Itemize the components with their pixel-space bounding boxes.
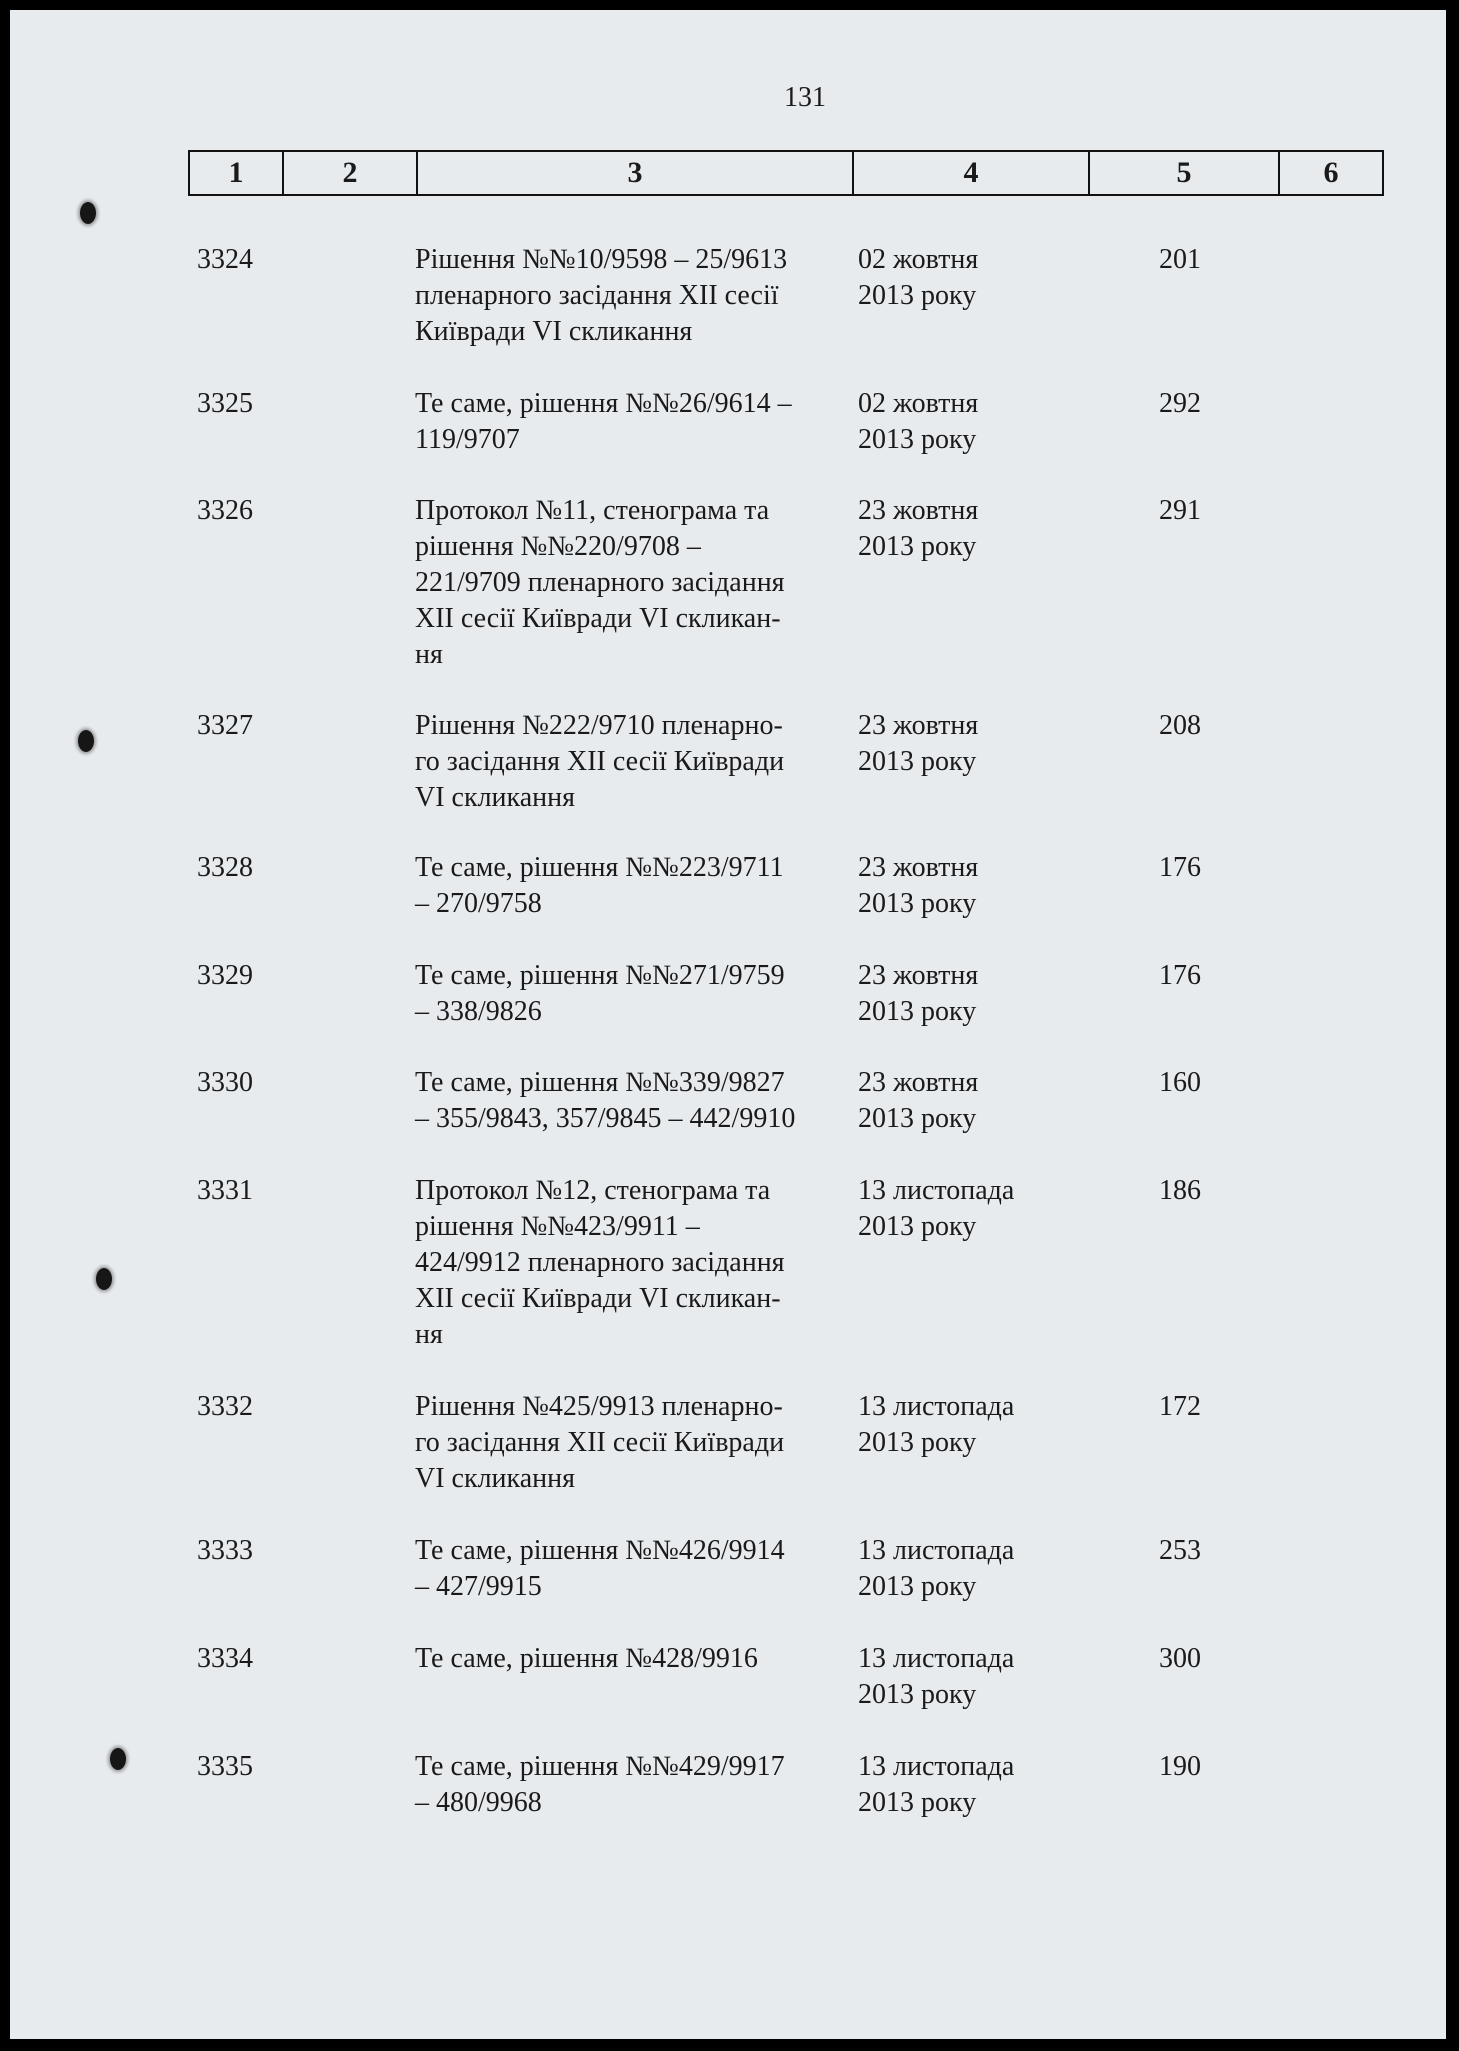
item-description [415, 1533, 845, 1605]
description-line: Рішення №№10/9598 – 25/9613 [415, 244, 788, 275]
date-line: 2013 року [858, 280, 977, 311]
item-number: 3331 [197, 1175, 253, 1206]
item-number: 3332 [197, 1391, 253, 1422]
item-description [415, 1641, 845, 1677]
header-cell-1: 1 [228, 156, 244, 189]
item-description [415, 242, 845, 350]
item-date [858, 493, 1078, 565]
item-number: 3335 [197, 1751, 253, 1782]
description-line: ня [415, 639, 443, 670]
date-line: 13 листопада [858, 1391, 1015, 1422]
description-line: Рішення №222/9710 пленарно- [415, 710, 783, 741]
item-number: 3325 [197, 388, 253, 419]
column-header-table [188, 150, 1384, 196]
header-cell-5: 5 [1088, 152, 1278, 194]
description-line: VI скликання [415, 782, 575, 813]
item-page-count: 176 [1159, 960, 1201, 991]
description-line: го засідання XII сесії Київради [415, 1427, 785, 1458]
description-line: XII сесії Київради VI скликан- [415, 603, 781, 634]
date-line: 2013 року [858, 1427, 977, 1458]
item-page-count: 176 [1159, 852, 1201, 883]
description-line: – 427/9915 [415, 1571, 542, 1602]
date-line: 02 жовтня [858, 388, 979, 419]
item-description [415, 708, 845, 816]
punch-hole [110, 1748, 126, 1770]
description-line: Те саме, рішення №№426/9914 [415, 1535, 785, 1566]
header-cell-3: 3 [416, 152, 852, 194]
item-page-count: 201 [1159, 244, 1201, 275]
page-number: 131 [784, 82, 826, 113]
item-page-count: 190 [1159, 1751, 1201, 1782]
date-line: 23 жовтня [858, 1067, 979, 1098]
date-line: 13 листопада [858, 1643, 1015, 1674]
date-line: 2013 року [858, 1571, 977, 1602]
description-line: Рішення №425/9913 пленарно- [415, 1391, 783, 1422]
description-line: го засідання XII сесії Київради [415, 746, 785, 777]
date-line: 2013 року [858, 1103, 977, 1134]
item-page-count: 253 [1159, 1535, 1201, 1566]
item-date [858, 958, 1078, 1030]
item-number: 3327 [197, 710, 253, 741]
date-line: 2013 року [858, 746, 977, 777]
item-date [858, 1641, 1078, 1713]
date-line: 2013 року [858, 531, 977, 562]
item-date [858, 850, 1078, 922]
description-line: Те саме, рішення №№223/9711 [415, 852, 784, 883]
item-number: 3328 [197, 852, 253, 883]
item-date [858, 1533, 1078, 1605]
date-line: 13 листопада [858, 1175, 1015, 1206]
description-line: Київради VI скликання [415, 316, 693, 347]
item-date [858, 242, 1078, 314]
date-line: 2013 року [858, 888, 977, 919]
date-line: 13 листопада [858, 1751, 1015, 1782]
item-number: 3329 [197, 960, 253, 991]
item-page-count: 160 [1159, 1067, 1201, 1098]
description-line: Те саме, рішення №№339/9827 [415, 1067, 785, 1098]
item-description [415, 493, 845, 673]
date-line: 2013 року [858, 996, 977, 1027]
date-line: 23 жовтня [858, 852, 979, 883]
punch-hole [96, 1268, 112, 1290]
header-cell-6: 6 [1278, 152, 1382, 194]
description-line: 119/9707 [415, 424, 520, 455]
item-date [858, 1389, 1078, 1461]
item-description [415, 1173, 845, 1353]
item-page-count: 208 [1159, 710, 1201, 741]
date-line: 2013 року [858, 424, 977, 455]
description-line: – 270/9758 [415, 888, 542, 919]
date-line: 23 жовтня [858, 495, 979, 526]
description-line: – 355/9843, 357/9845 – 442/9910 [415, 1103, 796, 1134]
description-line: Протокол №11, стенограма та [415, 495, 770, 526]
item-description [415, 1065, 845, 1137]
description-line: рішення №№220/9708 – [415, 531, 701, 562]
item-description [415, 386, 845, 458]
item-date [858, 708, 1078, 780]
description-line: 221/9709 пленарного засідання [415, 567, 785, 598]
description-line: XII сесії Київради VI скликан- [415, 1283, 781, 1314]
item-number: 3333 [197, 1535, 253, 1566]
description-line: – 480/9968 [415, 1787, 542, 1818]
description-line: ня [415, 1319, 443, 1350]
description-line: Те саме, рішення №№271/9759 [415, 960, 785, 991]
item-number: 3324 [197, 244, 253, 275]
description-line: рішення №№423/9911 – [415, 1211, 700, 1242]
description-line: Те саме, рішення №№26/9614 – [415, 388, 792, 419]
item-date [858, 1065, 1078, 1137]
item-date [858, 1173, 1078, 1245]
item-number: 3330 [197, 1067, 253, 1098]
item-page-count: 291 [1159, 495, 1201, 526]
item-page-count: 292 [1159, 388, 1201, 419]
item-page-count: 172 [1159, 1391, 1201, 1422]
header-cell-4: 4 [852, 152, 1088, 194]
item-page-count: 300 [1159, 1643, 1201, 1674]
date-line: 23 жовтня [858, 960, 979, 991]
item-number: 3334 [197, 1643, 253, 1674]
punch-hole [80, 202, 96, 224]
document-page [10, 10, 1446, 2039]
item-date [858, 1749, 1078, 1821]
date-line: 2013 року [858, 1787, 977, 1818]
header-cell-2: 2 [282, 152, 416, 194]
description-line: Те саме, рішення №№429/9917 [415, 1751, 785, 1782]
description-line: Протокол №12, стенограма та [415, 1175, 771, 1206]
item-date [858, 386, 1078, 458]
date-line: 23 жовтня [858, 710, 979, 741]
item-description [415, 958, 845, 1030]
date-line: 02 жовтня [858, 244, 979, 275]
description-line: Те саме, рішення №428/9916 [415, 1643, 758, 1674]
description-line: – 338/9826 [415, 996, 542, 1027]
description-line: пленарного засідання XII сесії [415, 280, 779, 311]
description-line: 424/9912 пленарного засідання [415, 1247, 785, 1278]
date-line: 2013 року [858, 1679, 977, 1710]
item-description [415, 1389, 845, 1497]
date-line: 13 листопада [858, 1535, 1015, 1566]
date-line: 2013 року [858, 1211, 977, 1242]
item-description [415, 1749, 845, 1821]
item-description [415, 850, 845, 922]
item-page-count: 186 [1159, 1175, 1201, 1206]
description-line: VI скликання [415, 1463, 575, 1494]
punch-hole [78, 730, 94, 752]
item-number: 3326 [197, 495, 253, 526]
